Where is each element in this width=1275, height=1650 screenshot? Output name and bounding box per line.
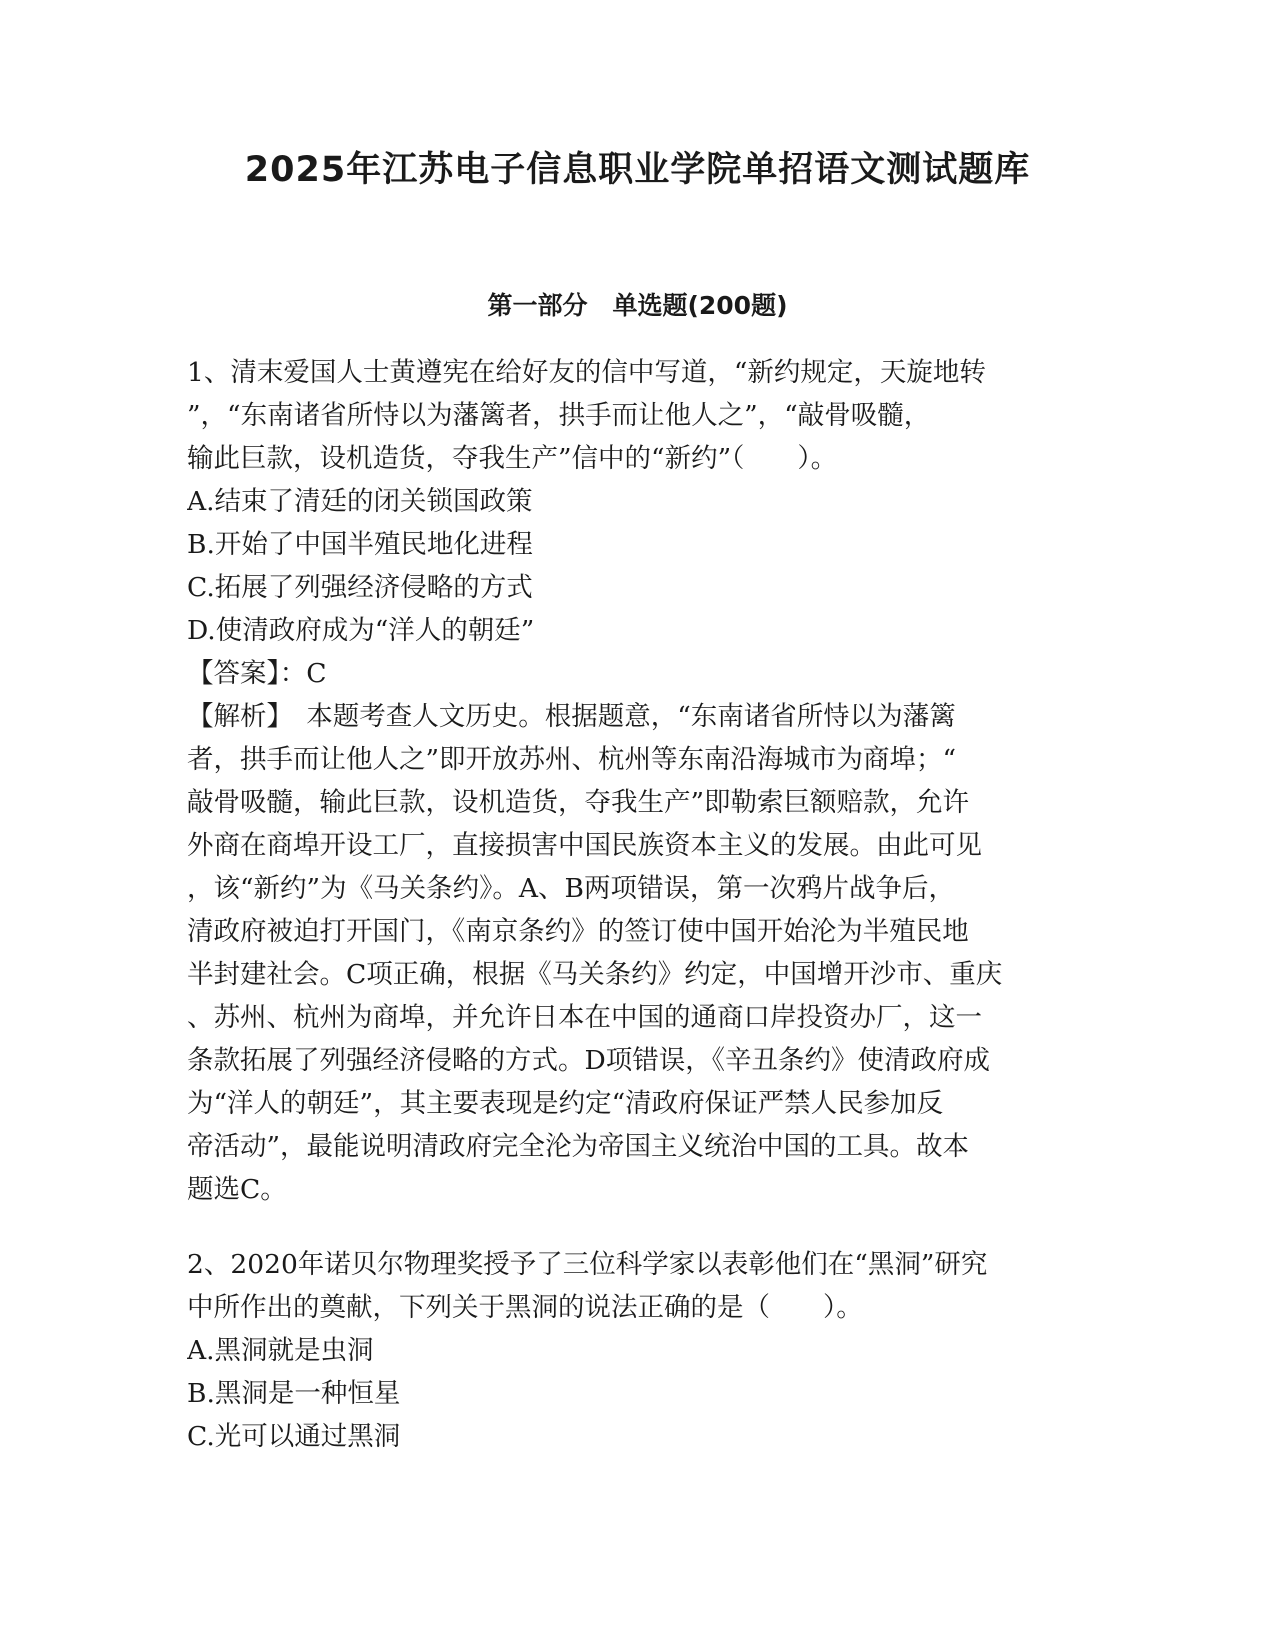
option-b: B.黑洞是一种恒星 [187,1378,401,1409]
analysis-line: 题选C。 [187,1174,287,1205]
section-title: 第一部分 单选题(200题) [487,291,788,320]
option-b: B.开始了中国半殖民地化进程 [187,529,533,560]
analysis-line: 清政府被迫打开国门，《南京条约》的签订使中国开始沦为半殖民地 [187,916,969,947]
analysis-line: 者，拱手而让他人之”即开放苏州、杭州等东南沿海城市为商埠；“ [187,744,957,775]
analysis-line: 外商在商埠开设工厂，直接损害中国民族资本主义的发展。由此可见 [187,830,982,861]
question-stem-line: 输此巨款，设机造货，夺我生产”信中的“新约”（ ）。 [187,443,838,474]
question-stem-line: ”，“东南诸省所恃以为藩篱者，拱手而让他人之”，“敲骨吸髓， [187,400,931,431]
analysis-line: 半封建社会。C项正确，根据《马关条约》约定，中国增开沙市、重庆 [187,959,1003,990]
analysis-line: ，该“新约”为《马关条约》。A、B两项错误，第一次鸦片战争后， [187,873,955,904]
option-c: C.光可以通过黑洞 [187,1421,401,1452]
answer-line: 【答案】：C [187,658,327,689]
option-c: C.拓展了列强经济侵略的方式 [187,572,533,603]
question-stem-line: 中所作出的奠献，下列关于黑洞的说法正确的是（ ）。 [187,1292,863,1323]
question-stem-line: 2、2020年诺贝尔物理奖授予了三位科学家以表彰他们在“黑洞”研究 [187,1249,988,1280]
question-2 [187,1243,1087,1458]
option-a: A.结束了清廷的闭关锁国政策 [187,486,533,517]
question-1 [187,351,1087,1211]
analysis-line: 敲骨吸髓，输此巨款，设机造货，夺我生产”即勒索巨额赔款，允许 [187,787,970,818]
analysis-line: 【解析】 本题考查人文历史。根据题意，“东南诸省所恃以为藩篱 [187,701,956,732]
option-d: D.使清政府成为“洋人的朝廷” [187,615,535,646]
analysis-line: 条款拓展了列强经济侵略的方式。D项错误，《辛丑条约》使清政府成 [187,1045,990,1076]
option-a: A.黑洞就是虫洞 [187,1335,374,1366]
analysis-line: 帝活动”，最能说明清政府完全沦为帝国主义统治中国的工具。故本 [187,1131,970,1162]
question-stem-line: 1、清末爱国人士黄遵宪在给好友的信中写道，“新约规定，天旋地转 [187,357,986,388]
analysis-line: 为“洋人的朝廷”，其主要表现是约定“清政府保证严禁人民参加反 [187,1088,944,1119]
document-title: 2025年江苏电子信息职业学院单招语文测试题库 [244,150,1031,190]
analysis-line: 、苏州、杭州为商埠，并允许日本在中国的通商口岸投资办厂，这一 [187,1002,982,1033]
